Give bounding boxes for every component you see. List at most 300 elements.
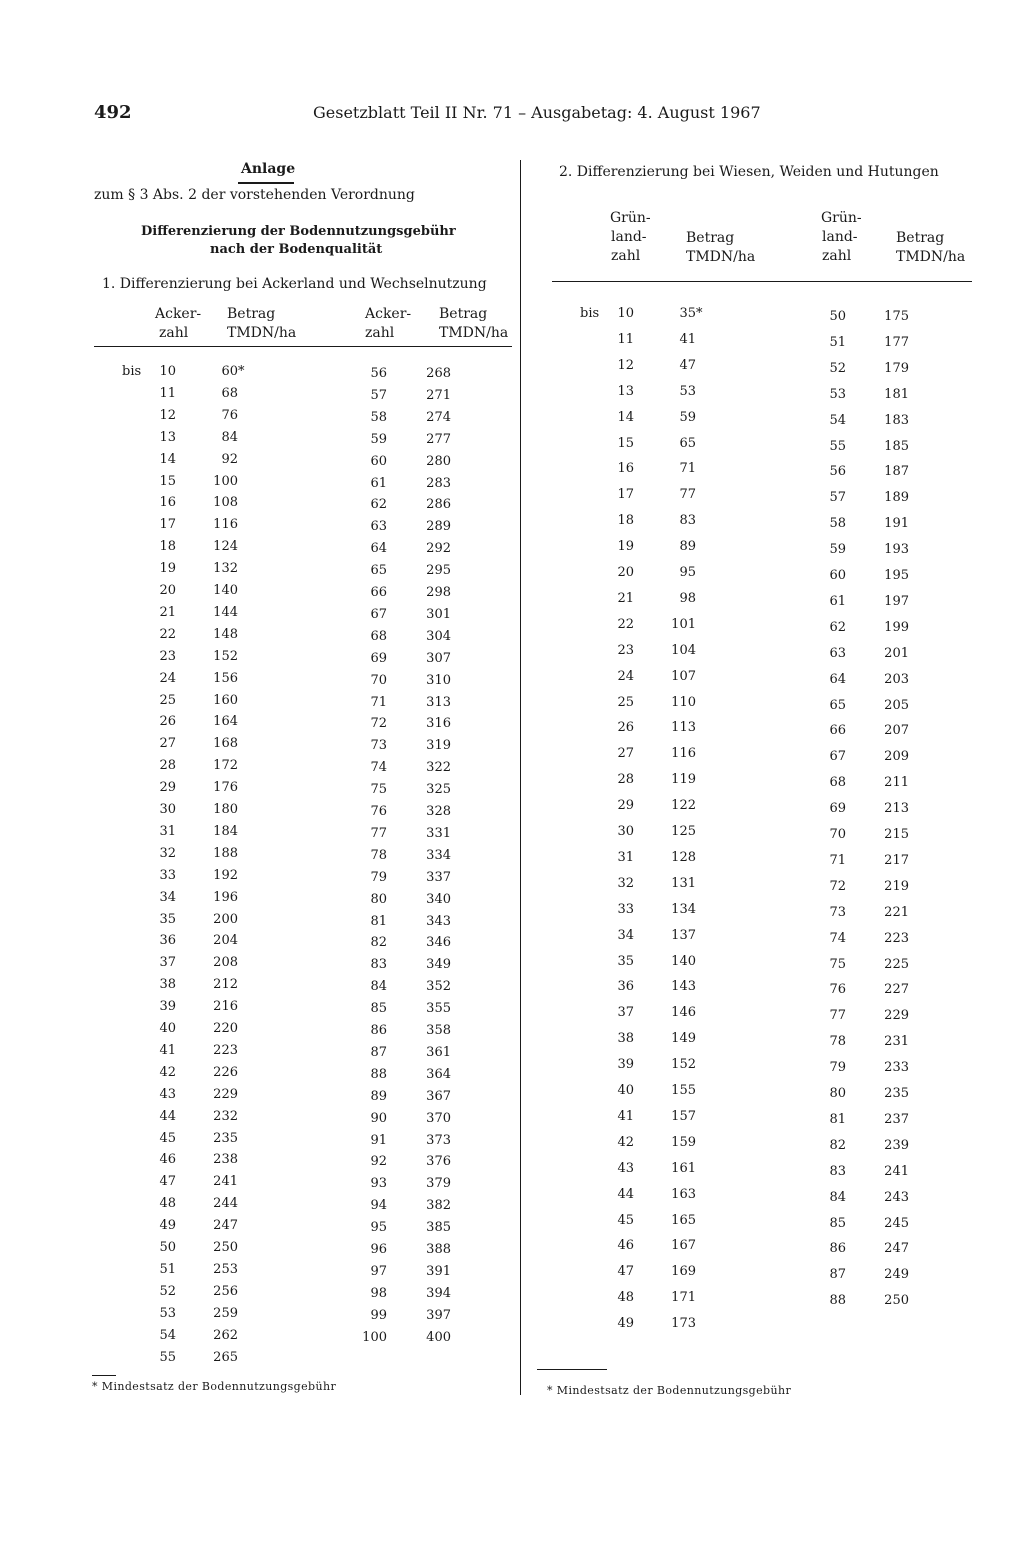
section1-right-row-zahl: 70	[370, 672, 387, 688]
section2-right-row-betrag: 195	[884, 568, 909, 583]
section1-left-row-zahl: 17	[159, 517, 176, 533]
section2-right-row-zahl: 67	[829, 749, 846, 765]
section1-left-row-betrag: 84	[221, 429, 238, 445]
section2-right-row-zahl: 58	[829, 516, 846, 532]
section2-right-row-betrag: 207	[884, 723, 909, 739]
section2-left-row-betrag: 59	[679, 409, 696, 425]
section1-left-row-zahl: 16	[159, 495, 176, 511]
section1-right-row-betrag: 328	[426, 804, 451, 819]
section1-left-row-zahl: 55	[159, 1349, 176, 1365]
section1-left-row-zahl: 30	[159, 802, 176, 817]
section2-left-row-betrag: 101	[671, 616, 696, 632]
section2-header-betrag-right	[896, 229, 965, 267]
annex-subtitle: zum § 3 Abs. 2 der vorstehenden Verordnung	[94, 187, 415, 203]
section1-footnote-rule	[92, 1375, 116, 1376]
section1-right-row-zahl: 96	[370, 1242, 387, 1257]
section2-right-row-zahl: 80	[829, 1086, 846, 1101]
section1-left-row-betrag: 229	[213, 1086, 238, 1102]
section1-right-row-betrag: 397	[426, 1307, 451, 1323]
section1-right-row-zahl: 94	[370, 1198, 387, 1214]
section2-right-row-betrag: 243	[884, 1189, 909, 1205]
section1-left-row-zahl: 49	[159, 1218, 176, 1234]
section1-left-row-zahl: 13	[159, 429, 176, 445]
section2-left-row-zahl: 24	[617, 668, 634, 684]
section2-left-row-betrag: 171	[671, 1290, 696, 1306]
section2-footnote-rule	[537, 1369, 607, 1370]
section1-left-row-zahl: 47	[159, 1174, 176, 1190]
annex-heading-line1: Differenzierung der Bodennutzungsgebühr	[141, 224, 456, 239]
section2-left-row-betrag: 77	[679, 487, 696, 503]
section1-left-row-betrag: 235	[213, 1130, 238, 1146]
section2-left-row-zahl: 19	[617, 539, 634, 555]
section2-left-row-betrag: 140	[671, 953, 696, 969]
section2-left-row-zahl: 26	[617, 720, 634, 736]
section2-right-row-zahl: 51	[829, 334, 846, 350]
section1-left-row-betrag: 132	[213, 561, 238, 577]
section2-left-row-zahl: 44	[617, 1186, 634, 1202]
section1-right-row-betrag: 361	[426, 1044, 451, 1060]
section1-left-row-betrag: 160	[213, 692, 238, 708]
section1-right-row-zahl: 81	[370, 913, 387, 929]
section1-left-row-betrag: 168	[213, 736, 238, 752]
section1-left-row-zahl: 31	[159, 823, 176, 839]
section2-right-row-zahl: 81	[829, 1111, 846, 1127]
section1-left-row-zahl: 21	[159, 604, 176, 620]
section1-left-row-zahl: 39	[159, 999, 176, 1015]
section2-right-row-zahl: 52	[829, 360, 846, 376]
section2-left-row-zahl: 28	[617, 772, 634, 788]
section1-right-row-betrag: 391	[426, 1263, 451, 1279]
section1-left-row-zahl: 20	[159, 583, 176, 598]
section2-right-row-betrag: 209	[884, 749, 909, 765]
section2-left-row-betrag: 146	[671, 1005, 696, 1021]
section1-left-row-zahl: 10	[159, 364, 176, 379]
section1-right-row-zahl: 83	[370, 957, 387, 973]
footnote-marker: *	[238, 364, 245, 379]
section2-left-row-betrag: 119	[671, 772, 696, 788]
section2-right-row-zahl: 77	[829, 1008, 846, 1024]
section1-right-row-betrag: 322	[426, 760, 451, 776]
section1-left-row-betrag: 176	[213, 780, 238, 796]
section2-right-row-betrag: 199	[884, 619, 909, 635]
section2-left-row-betrag: 47	[679, 357, 696, 373]
section2-header-betrag-line2: TMDN/ha	[896, 249, 966, 265]
section1-right-row-zahl: 100	[362, 1329, 387, 1345]
section2-left-row-zahl: 10	[617, 306, 634, 321]
section2-right-row-betrag: 249	[884, 1267, 909, 1283]
section1-right-row-zahl: 77	[370, 825, 387, 841]
section1-left-row-zahl: 23	[159, 648, 176, 664]
section1-left-row-betrag: 180	[213, 802, 238, 817]
section2-left-row-zahl: 31	[617, 849, 634, 865]
column-divider	[520, 160, 521, 1395]
section1-right-row-betrag: 385	[426, 1220, 451, 1236]
section1-right-row-zahl: 86	[370, 1023, 387, 1038]
section1-left-row-betrag: 253	[213, 1261, 238, 1277]
section1-right-row-betrag: 268	[426, 366, 451, 381]
section1-right-row-zahl: 60	[370, 453, 387, 469]
footnote-marker: *	[696, 306, 703, 321]
section2-bis-label: bis	[580, 306, 600, 321]
section1-right-row-zahl: 68	[370, 628, 387, 644]
section1-right-row-zahl: 80	[370, 891, 387, 907]
section2-left-row-betrag: 149	[671, 1031, 696, 1047]
section2-right-row-betrag: 193	[884, 542, 909, 558]
section2-right-row-zahl: 73	[829, 904, 846, 920]
section2-right-row-zahl: 56	[829, 464, 846, 480]
section2-right-row-zahl: 78	[829, 1034, 846, 1050]
section2-left-row-betrag: 173	[671, 1316, 696, 1332]
section1-left-row-zahl: 18	[159, 539, 176, 555]
section2-right-row-zahl: 86	[829, 1241, 846, 1257]
section2-left-row-betrag: 131	[671, 875, 696, 891]
section2-left-row-zahl: 25	[617, 694, 634, 710]
section1-header-betrag-line1: Betrag	[439, 306, 488, 322]
section2-left-row-zahl: 34	[617, 927, 634, 943]
section1-left-row-betrag: 238	[213, 1152, 238, 1168]
section2-right-row-zahl: 72	[829, 878, 846, 894]
section2-left-row-betrag: 71	[679, 461, 696, 477]
section2-right-row-zahl: 76	[829, 982, 846, 998]
section2-right-row-betrag: 201	[884, 645, 909, 661]
section1-right-row-betrag: 325	[426, 782, 451, 798]
section2-header-betrag-line2: TMDN/ha	[686, 249, 756, 265]
section1-right-row-zahl: 66	[370, 585, 387, 600]
section2-right-row-zahl: 87	[829, 1267, 846, 1283]
section1-left-row-zahl: 46	[159, 1152, 176, 1168]
section2-left-row-zahl: 12	[617, 357, 634, 373]
section2-right-row-betrag: 187	[884, 464, 909, 480]
section2-left-row-zahl: 46	[617, 1238, 634, 1254]
section2-title: 2. Differenzierung bei Wiesen, Weiden und Hutungen	[559, 164, 939, 180]
section2-left-row-zahl: 13	[617, 383, 634, 399]
section1-right-row-zahl: 56	[370, 366, 387, 381]
section2-right-row-betrag: 223	[884, 930, 909, 946]
section2-right-row-betrag: 203	[884, 671, 909, 687]
section1-left-row-zahl: 38	[159, 977, 176, 993]
section1-right-row-betrag: 382	[426, 1198, 451, 1214]
section2-left-row-zahl: 49	[617, 1316, 634, 1332]
section2-right-row-betrag: 231	[884, 1034, 909, 1050]
section1-right-row-betrag: 331	[426, 825, 451, 841]
section2-left-row-zahl: 43	[617, 1160, 634, 1176]
section2-left-row-betrag: 159	[671, 1134, 696, 1150]
section1-right-row-betrag: 376	[426, 1154, 451, 1170]
section1-left-row-betrag: 184	[213, 823, 238, 839]
section1-left-row-betrag: 247	[213, 1218, 238, 1234]
section1-left-row-zahl: 45	[159, 1130, 176, 1146]
section1-right-row-zahl: 72	[370, 716, 387, 732]
section1-right-row-zahl: 67	[370, 606, 387, 622]
section1-right-row-zahl: 74	[370, 760, 387, 776]
section1-header-zahl-line2: zahl	[365, 325, 395, 341]
section1-left-row-betrag: 68	[221, 385, 238, 401]
section1-left-row-betrag: 212	[213, 977, 238, 993]
section2-right-row-betrag: 237	[884, 1111, 909, 1127]
section2-header-betrag-line1: Betrag	[686, 230, 735, 246]
section1-left-row-betrag: 116	[213, 517, 238, 533]
section2-right-row-betrag: 247	[884, 1241, 909, 1257]
section2-right-row-betrag: 225	[884, 956, 909, 972]
section1-left-row-zahl: 50	[159, 1240, 176, 1255]
section1-left-row-betrag: 250	[213, 1240, 238, 1255]
section1-right-row-betrag: 313	[426, 694, 451, 710]
section1-left-row-betrag: 172	[213, 758, 238, 774]
section2-left-row-betrag: 113	[671, 720, 696, 736]
section1-right-row-zahl: 85	[370, 1001, 387, 1017]
section1-left-row-zahl: 43	[159, 1086, 176, 1102]
section2-right-row-zahl: 68	[829, 775, 846, 791]
section1-right-row-betrag: 298	[426, 585, 451, 600]
section2-right-row-betrag: 241	[884, 1163, 909, 1179]
section2-left-row-zahl: 37	[617, 1005, 634, 1021]
section1-right-row-betrag: 358	[426, 1023, 451, 1038]
section2-right-row-betrag: 185	[884, 438, 909, 454]
section1-right-row-zahl: 91	[370, 1132, 387, 1148]
section2-right-row-zahl: 88	[829, 1293, 846, 1309]
section2-left-row-betrag: 107	[671, 668, 696, 684]
section2-right-row-betrag: 227	[884, 982, 909, 998]
section1-left-row-betrag: 226	[213, 1064, 238, 1080]
section2-left-row-zahl: 32	[617, 875, 634, 891]
section2-left-row-betrag: 152	[671, 1057, 696, 1073]
section1-left-row-betrag: 192	[213, 867, 238, 883]
section2-right-row-betrag: 229	[884, 1008, 909, 1024]
section1-right-row-betrag: 319	[426, 738, 451, 754]
section1-right-row-zahl: 90	[370, 1110, 387, 1126]
section1-left-row-betrag: 200	[213, 911, 238, 927]
section1-title: 1. Differenzierung bei Ackerland und Wechselnutzung	[102, 276, 487, 292]
section1-left-row-betrag: 108	[213, 495, 238, 511]
section1-header-zahl-left	[155, 305, 201, 343]
section2-left-row-zahl: 41	[617, 1108, 634, 1124]
section2-header-rule	[552, 281, 972, 282]
section2-right-row-betrag: 211	[884, 775, 909, 791]
section1-left-row-zahl: 53	[159, 1305, 176, 1321]
section2-left-row-zahl: 45	[617, 1212, 634, 1228]
section1-right-row-zahl: 64	[370, 541, 387, 557]
section1-right-row-zahl: 71	[370, 694, 387, 710]
section1-header-betrag-right	[439, 305, 508, 343]
section1-left-row-zahl: 29	[159, 780, 176, 796]
section2-right-row-zahl: 65	[829, 697, 846, 713]
page-number: 492	[94, 102, 132, 123]
section2-right-row-zahl: 79	[829, 1060, 846, 1076]
section1-right-row-zahl: 95	[370, 1220, 387, 1236]
section1-left-row-zahl: 34	[159, 889, 176, 905]
section1-left-row-betrag: 259	[213, 1305, 238, 1321]
section1-right-row-betrag: 349	[426, 957, 451, 973]
section2-left-row-zahl: 27	[617, 746, 634, 762]
running-title: Gesetzblatt Teil II Nr. 71 – Ausgabetag: 4. August 1967	[313, 103, 761, 122]
section1-right-row-zahl: 82	[370, 935, 387, 951]
section1-right-row-zahl: 98	[370, 1285, 387, 1301]
section2-left-row-zahl: 22	[617, 616, 634, 632]
section1-right-row-betrag: 289	[426, 519, 451, 535]
section1-right-row-zahl: 63	[370, 519, 387, 535]
section2-left-row-zahl: 15	[617, 435, 634, 451]
section1-right-row-betrag: 388	[426, 1242, 451, 1257]
section1-right-row-zahl: 73	[370, 738, 387, 754]
section1-right-row-betrag: 346	[426, 935, 451, 951]
section2-right-row-zahl: 66	[829, 723, 846, 739]
section2-left-row-betrag: 125	[671, 824, 696, 839]
section2-right-row-zahl: 84	[829, 1189, 846, 1205]
section1-left-row-zahl: 26	[159, 714, 176, 730]
section2-header-zahl-line1: Grün-	[821, 210, 862, 226]
section1-right-row-zahl: 87	[370, 1044, 387, 1060]
section2-left-row-betrag: 98	[679, 590, 696, 606]
section1-right-row-zahl: 84	[370, 979, 387, 995]
section1-left-row-zahl: 41	[159, 1042, 176, 1058]
section2-left-row-betrag: 122	[671, 798, 696, 814]
section2-left-row-betrag: 165	[671, 1212, 696, 1228]
section1-right-row-zahl: 97	[370, 1263, 387, 1279]
section1-right-row-betrag: 379	[426, 1176, 451, 1192]
section1-right-row-zahl: 78	[370, 847, 387, 863]
section2-left-row-betrag: 137	[671, 927, 696, 943]
section1-left-row-betrag: 76	[221, 407, 238, 423]
section2-left-row-zahl: 16	[617, 461, 634, 477]
section1-left-row-betrag: 124	[213, 539, 238, 555]
section1-right-row-betrag: 340	[426, 891, 451, 907]
section2-right-row-zahl: 61	[829, 593, 846, 609]
section2-right-row-betrag: 235	[884, 1086, 909, 1101]
section1-left-row-zahl: 28	[159, 758, 176, 774]
section1-right-row-zahl: 92	[370, 1154, 387, 1170]
section1-right-row-zahl: 89	[370, 1088, 387, 1104]
section1-header-rule	[94, 346, 512, 347]
section1-left-row-zahl: 24	[159, 670, 176, 686]
section1-header-zahl-line2: zahl	[159, 325, 189, 341]
section1-right-row-betrag: 343	[426, 913, 451, 929]
section2-left-row-betrag: 143	[671, 979, 696, 995]
section1-right-row-betrag: 274	[426, 409, 451, 425]
section1-left-row-betrag: 100	[213, 473, 238, 489]
section1-left-row-betrag: 232	[213, 1108, 238, 1124]
section2-right-row-zahl: 83	[829, 1163, 846, 1179]
section2-right-row-zahl: 62	[829, 619, 846, 635]
section2-left-row-betrag: 116	[671, 746, 696, 762]
section1-right-row-zahl: 75	[370, 782, 387, 798]
section2-right-row-betrag: 189	[884, 490, 909, 506]
section2-header-zahl-line2: land-	[822, 229, 858, 245]
section1-left-row-betrag: 204	[213, 933, 238, 949]
section2-left-row-betrag: 83	[679, 513, 696, 529]
section1-right-row-zahl: 76	[370, 804, 387, 819]
section2-left-row-zahl: 21	[617, 590, 634, 606]
section1-right-row-betrag: 280	[426, 453, 451, 469]
section1-right-row-betrag: 370	[426, 1110, 451, 1126]
section1-left-row-betrag: 92	[221, 451, 238, 467]
section1-left-row-zahl: 35	[159, 911, 176, 927]
section1-left-row-betrag: 262	[213, 1327, 238, 1343]
section2-left-row-betrag: 104	[671, 642, 696, 658]
section2-right-row-betrag: 233	[884, 1060, 909, 1076]
section1-left-row-zahl: 12	[159, 407, 176, 423]
section2-left-row-zahl: 39	[617, 1057, 634, 1073]
section1-right-row-betrag: 304	[426, 628, 451, 644]
section2-right-row-betrag: 191	[884, 516, 909, 532]
section2-right-row-zahl: 64	[829, 671, 846, 687]
section1-right-row-zahl: 69	[370, 650, 387, 666]
section1-left-row-zahl: 14	[159, 451, 176, 467]
section2-left-row-betrag: 95	[679, 565, 696, 580]
section1-right-row-betrag: 292	[426, 541, 451, 557]
section1-left-row-zahl: 40	[159, 1021, 176, 1036]
section2-right-row-zahl: 54	[829, 412, 846, 428]
section2-left-row-zahl: 20	[617, 565, 634, 580]
section1-right-row-betrag: 295	[426, 563, 451, 579]
section2-left-row-zahl: 40	[617, 1083, 634, 1098]
section1-right-row-zahl: 61	[370, 475, 387, 491]
section2-left-row-betrag: 167	[671, 1238, 696, 1254]
section1-left-row-betrag: 144	[213, 604, 238, 620]
section1-left-row-zahl: 19	[159, 561, 176, 577]
section1-right-row-zahl: 59	[370, 431, 387, 447]
section1-right-row-betrag: 355	[426, 1001, 451, 1017]
section2-right-row-zahl: 50	[829, 309, 846, 324]
section2-right-row-zahl: 71	[829, 852, 846, 868]
section1-left-row-betrag: 220	[213, 1021, 238, 1036]
section2-right-row-betrag: 250	[884, 1293, 909, 1309]
section1-left-row-betrag: 216	[213, 999, 238, 1015]
section2-right-row-betrag: 181	[884, 386, 909, 402]
section1-right-row-betrag: 352	[426, 979, 451, 995]
section1-right-row-zahl: 93	[370, 1176, 387, 1192]
section2-left-row-zahl: 17	[617, 487, 634, 503]
section1-left-row-zahl: 44	[159, 1108, 176, 1124]
section1-left-row-zahl: 48	[159, 1196, 176, 1212]
section1-right-row-betrag: 271	[426, 387, 451, 403]
section2-left-row-zahl: 30	[617, 824, 634, 839]
section2-right-row-zahl: 55	[829, 438, 846, 454]
section2-right-row-betrag: 205	[884, 697, 909, 713]
section1-header-zahl-right	[365, 305, 411, 343]
section1-right-row-betrag: 367	[426, 1088, 451, 1104]
section1-left-row-betrag: 152	[213, 648, 238, 664]
section2-right-row-zahl: 85	[829, 1215, 846, 1231]
section2-right-row-zahl: 74	[829, 930, 846, 946]
section2-right-row-zahl: 59	[829, 542, 846, 558]
section2-left-row-zahl: 23	[617, 642, 634, 658]
section2-right-row-betrag: 215	[884, 827, 909, 842]
section1-right-row-zahl: 58	[370, 409, 387, 425]
section2-left-row-betrag: 128	[671, 849, 696, 865]
section2-left-row-betrag: 110	[671, 694, 696, 710]
section2-right-row-zahl: 75	[829, 956, 846, 972]
section2-right-row-betrag: 245	[884, 1215, 909, 1231]
section1-right-row-betrag: 364	[426, 1066, 451, 1082]
section2-right-row-betrag: 175	[884, 309, 909, 324]
section2-left-row-betrag: 161	[671, 1160, 696, 1176]
section2-header-zahl-left	[610, 209, 651, 266]
section2-right-row-zahl: 53	[829, 386, 846, 402]
annex-heading-line2: nach der Bodenqualität	[210, 242, 383, 257]
section1-left-row-betrag: 60 *	[221, 364, 245, 379]
section1-left-row-zahl: 33	[159, 867, 176, 883]
section2-header-zahl-line2: land-	[611, 229, 647, 245]
section2-left-row-zahl: 33	[617, 901, 634, 917]
section2-left-row-zahl: 11	[617, 331, 634, 347]
section1-header-betrag-line2: TMDN/ha	[227, 325, 297, 341]
section1-right-row-betrag: 310	[426, 672, 451, 688]
section1-right-row-zahl: 99	[370, 1307, 387, 1323]
section2-left-row-betrag: 163	[671, 1186, 696, 1202]
section1-left-row-betrag: 208	[213, 955, 238, 971]
section1-left-row-zahl: 11	[159, 385, 176, 401]
section1-footnote: * Mindestsatz der Bodennutzungsgebühr	[92, 1380, 337, 1393]
